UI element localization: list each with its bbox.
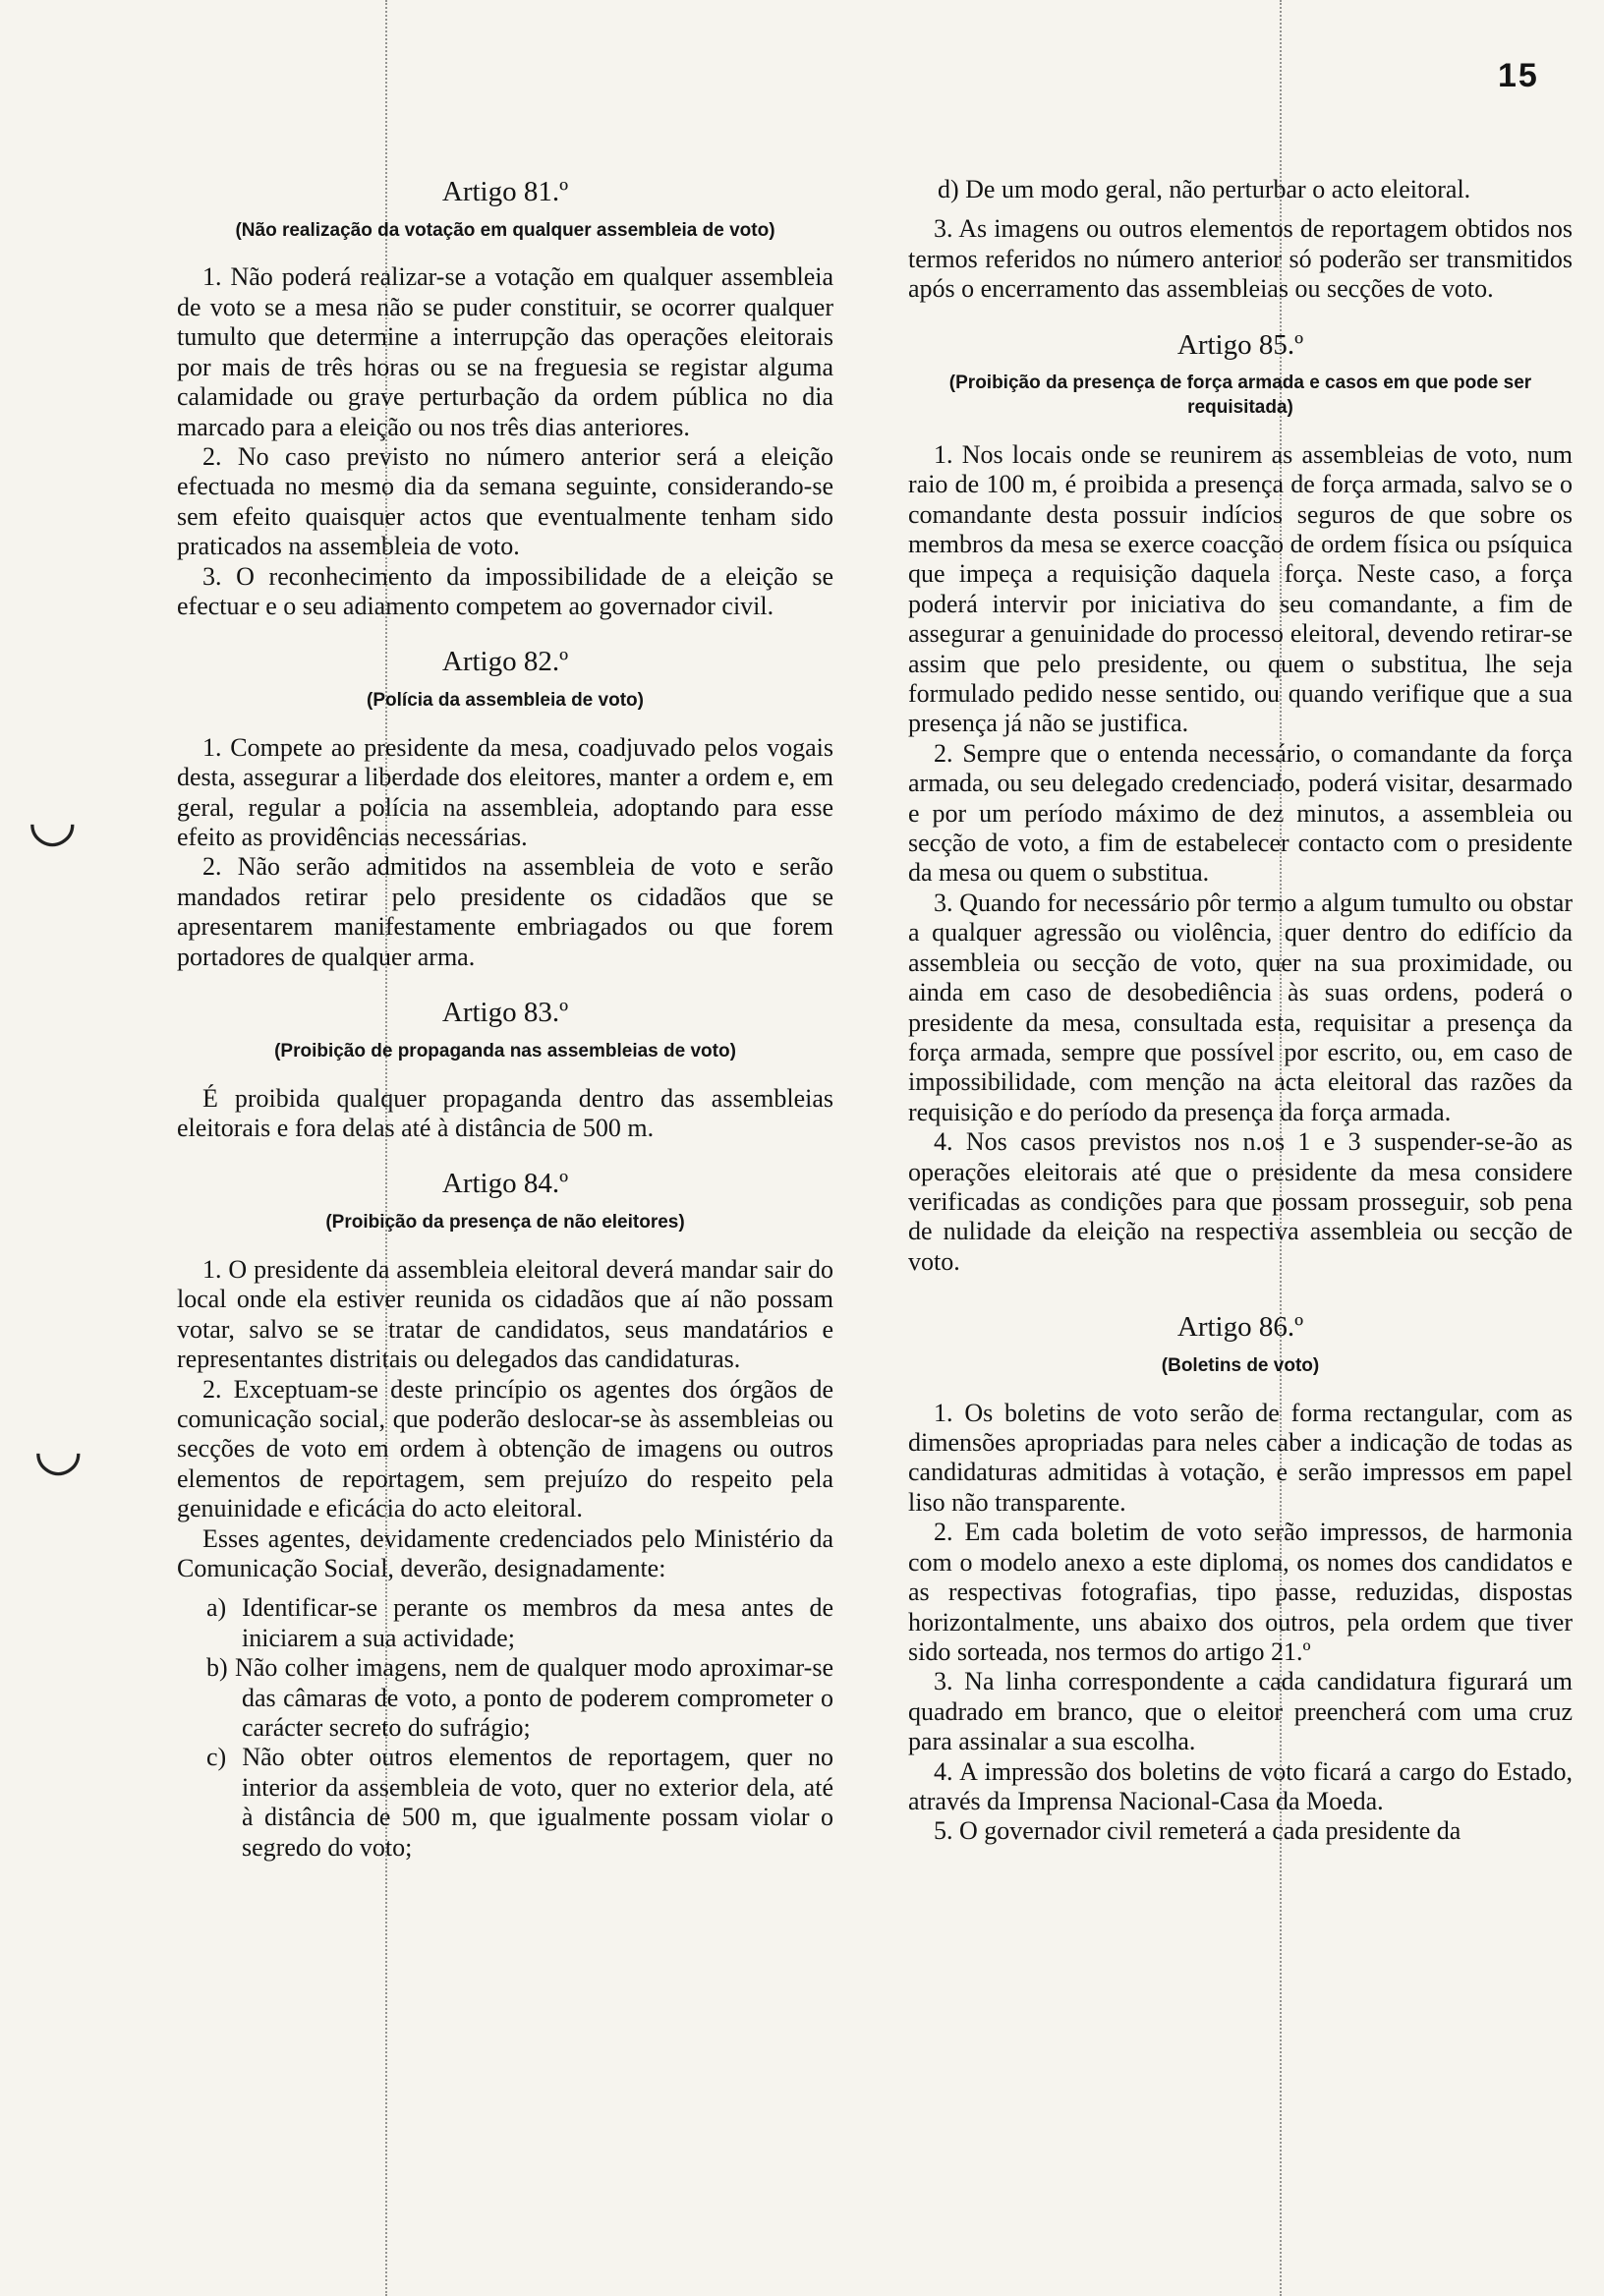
paragraph: 1. Os boletins de voto serão de forma rectangular, com as dimensões apropriadas para neles caber a indicação de todas as candidaturas admitidas à votação, e serão impressos em papel liso não transparente. [908, 1398, 1573, 1517]
article-title: Artigo 84.º [441, 1168, 569, 1200]
article-subtitle: (Boletins de voto) [1161, 1354, 1320, 1376]
margin-mark: ◡ [33, 1417, 84, 1481]
paragraph: 3. Quando for necessário pôr termo a algum tumulto ou obstar a qualquer agressão ou violência, quer dentro do edifício da assembleia ou secção de voto, quer na sua proximidade, ou ainda em caso de desobediência às suas ordens, poderá o presidente da mesa, consultada esta, requisitar a presença da força armada, sempre que possível por escrito, ou, em caso de impossibilidade, com menção na acta eleitoral das razões da requisição e do período da presença da força armada. [908, 888, 1573, 1126]
right-column [908, 175, 1573, 1847]
list-item: b) Não colher imagens, nem de qualquer modo aproximar-se das câmaras de voto, a ponto de poderem comprometer o carácter secreto do sufrágio; [206, 1653, 833, 1742]
article-subtitle: (Proibição da presença de força armada e casos em que pode ser requisitada) [948, 373, 1532, 419]
paragraph: 1. Nos locais onde se reunirem as assembleias de voto, num raio de 100 m, é proibida a presença de força armada, salvo se o comandante desta possuir indícios seguros de que sobre os membros da mesa se exerce coacção de ordem física ou psíquica que impeça a requisição daquela força. Neste caso, a força poderá intervir por iniciativa do seu comandante, a fim de assegurar a genuinidade do processo eleitoral, devendo retirar-se assim que pelo presidente, ou quem o substitua, lhe seja formulado pedido nesse sentido, ou quando verifique que a sua presença já não se justifica. [908, 439, 1573, 738]
paragraph: 1. Não poderá realizar-se a votação em qualquer assembleia de voto se a mesa não se puder constituir, se ocorrer qualquer tumulto que determine a interrupção das operações eleitorais por mais de três horas ou se na freguesia se registar alguma calamidade ou grave perturbação da ordem pública no dia marcado para a eleição ou nos três dias anteriores. [177, 262, 833, 441]
paragraph: 3. As imagens ou outros elementos de reportagem obtidos nos termos referidos no número anterior só poderão ser transmitidos após o encerramento das assembleias ou secções de voto. [908, 214, 1573, 304]
article-86 [908, 1310, 1573, 1847]
paragraph: 3. O reconhecimento da impossibilidade de a eleição se efectuar e o seu adiamento competem ao governador civil. [177, 561, 833, 620]
article-subtitle: (Proibição da presença de não eleitores) [325, 1212, 685, 1234]
margin-mark: ◡ [28, 788, 78, 852]
paragraph: 2. Em cada boletim de voto serão impressos, de harmonia com o modelo anexo a este diploma, os nomes dos candidatos e as respectivas fotografias, tipo passe, reduzidas, dispostas horizontalmente, uns abaixo dos outros, pela ordem que tiver sido sorteada, nos termos do artigo 21.º [908, 1518, 1573, 1666]
paragraph: 2. No caso previsto no número anterior será a eleição efectuada no mesmo dia da semana seguinte, considerando-se sem efeito quaisquer actos que eventualmente tenham sido praticados na assembleia de voto. [177, 441, 833, 561]
paragraph: 5. O governador civil remeterá a cada presidente da [934, 1816, 1461, 1846]
article-title: Artigo 82.º [441, 646, 569, 678]
list-item: a) Identificar-se perante os membros da mesa antes de iniciarem a sua actividade; [206, 1593, 833, 1652]
article-title: Artigo 86.º [1176, 1311, 1304, 1344]
paragraph: 2. Exceptuam-se deste princípio os agentes dos órgãos de comunicação social, que poderão deslocar-se às assembleias ou secções de voto em ordem à obtenção de imagens ou outros elementos de reportagem, sem prejuízo do respeito pela genuinidade e eficácia do acto eleitoral. [177, 1374, 833, 1523]
article-83 [177, 996, 833, 1143]
article-title: Artigo 83.º [441, 997, 569, 1029]
paragraph: 4. A impressão dos boletins de voto ficará a cargo do Estado, através da Imprensa Nacional-Casa da Moeda. [908, 1756, 1573, 1815]
article-82 [177, 645, 833, 972]
article-subtitle: (Não realização da votação em qualquer assembleia de voto) [235, 219, 775, 241]
article-81 [177, 175, 833, 621]
article-subtitle: (Polícia da assembleia de voto) [367, 690, 644, 712]
article-84 [177, 1167, 833, 1863]
article-85 [908, 328, 1573, 1278]
paragraph: 2. Sempre que o entenda necessário, o comandante da força armada, ou seu delegado credenciado, poderá visitar, desarmado e por um período máximo de dez minutos, a assembleia ou secção de voto, a fim de estabelecer contacto com o presidente da mesa ou quem o substitua. [908, 738, 1573, 888]
paragraph: Esses agentes, devidamente credenciados pelo Ministério da Comunicação Social, deverão, designadamente: [177, 1523, 833, 1582]
article-title: Artigo 81.º [441, 176, 569, 207]
article-subtitle: (Proibição de propaganda nas assembleias de voto) [274, 1040, 736, 1062]
list-item: c) Não obter outros elementos de reportagem, quer no interior da assembleia de voto, quer no exterior dela, até à distância de 500 m, que igualmente possam violar o segredo do voto; [206, 1743, 833, 1862]
left-column [177, 175, 833, 1863]
paragraph: 4. Nos casos previstos nos n.os 1 e 3 suspender-se-ão as operações eleitorais até que o presidente da mesa considere verificadas as condições para que possam prosseguir, sob pena de nulidade da eleição na respectiva assembleia ou secção de voto. [908, 1127, 1573, 1276]
article-title: Artigo 85.º [1176, 328, 1304, 361]
paragraph: 2. Não serão admitidos na assembleia de voto e serão mandados retirar pelo presidente os cidadãos que se apresentarem manifestamente embriagados ou que forem portadores de qualquer arma. [177, 852, 833, 971]
paragraph: 1. O presidente da assembleia eleitoral deverá mandar sair do local onde ela estiver reunida os cidadãos que aí não possam votar, salvo se se tratar de candidatos, seus mandatários e representantes distritais ou delegados das candidaturas. [177, 1254, 833, 1374]
paragraph: 3. Na linha correspondente a cada candidatura figurará um quadrado em branco, que o eleitor preencherá com uma cruz para assinalar a sua escolha. [908, 1667, 1573, 1756]
paragraph: É proibida qualquer propaganda dentro das assembleias eleitorais e fora delas até à distância de 500 m. [177, 1083, 833, 1142]
paragraph: 1. Compete ao presidente da mesa, coadjuvado pelos vogais desta, assegurar a liberdade dos eleitores, manter a ordem e, em geral, regular a polícia na assembleia, adoptando para esse efeito as providências necessárias. [177, 732, 833, 852]
list-item: d) De um modo geral, não perturbar o acto eleitoral. [938, 175, 1471, 203]
page-number: 15 [1498, 57, 1539, 94]
